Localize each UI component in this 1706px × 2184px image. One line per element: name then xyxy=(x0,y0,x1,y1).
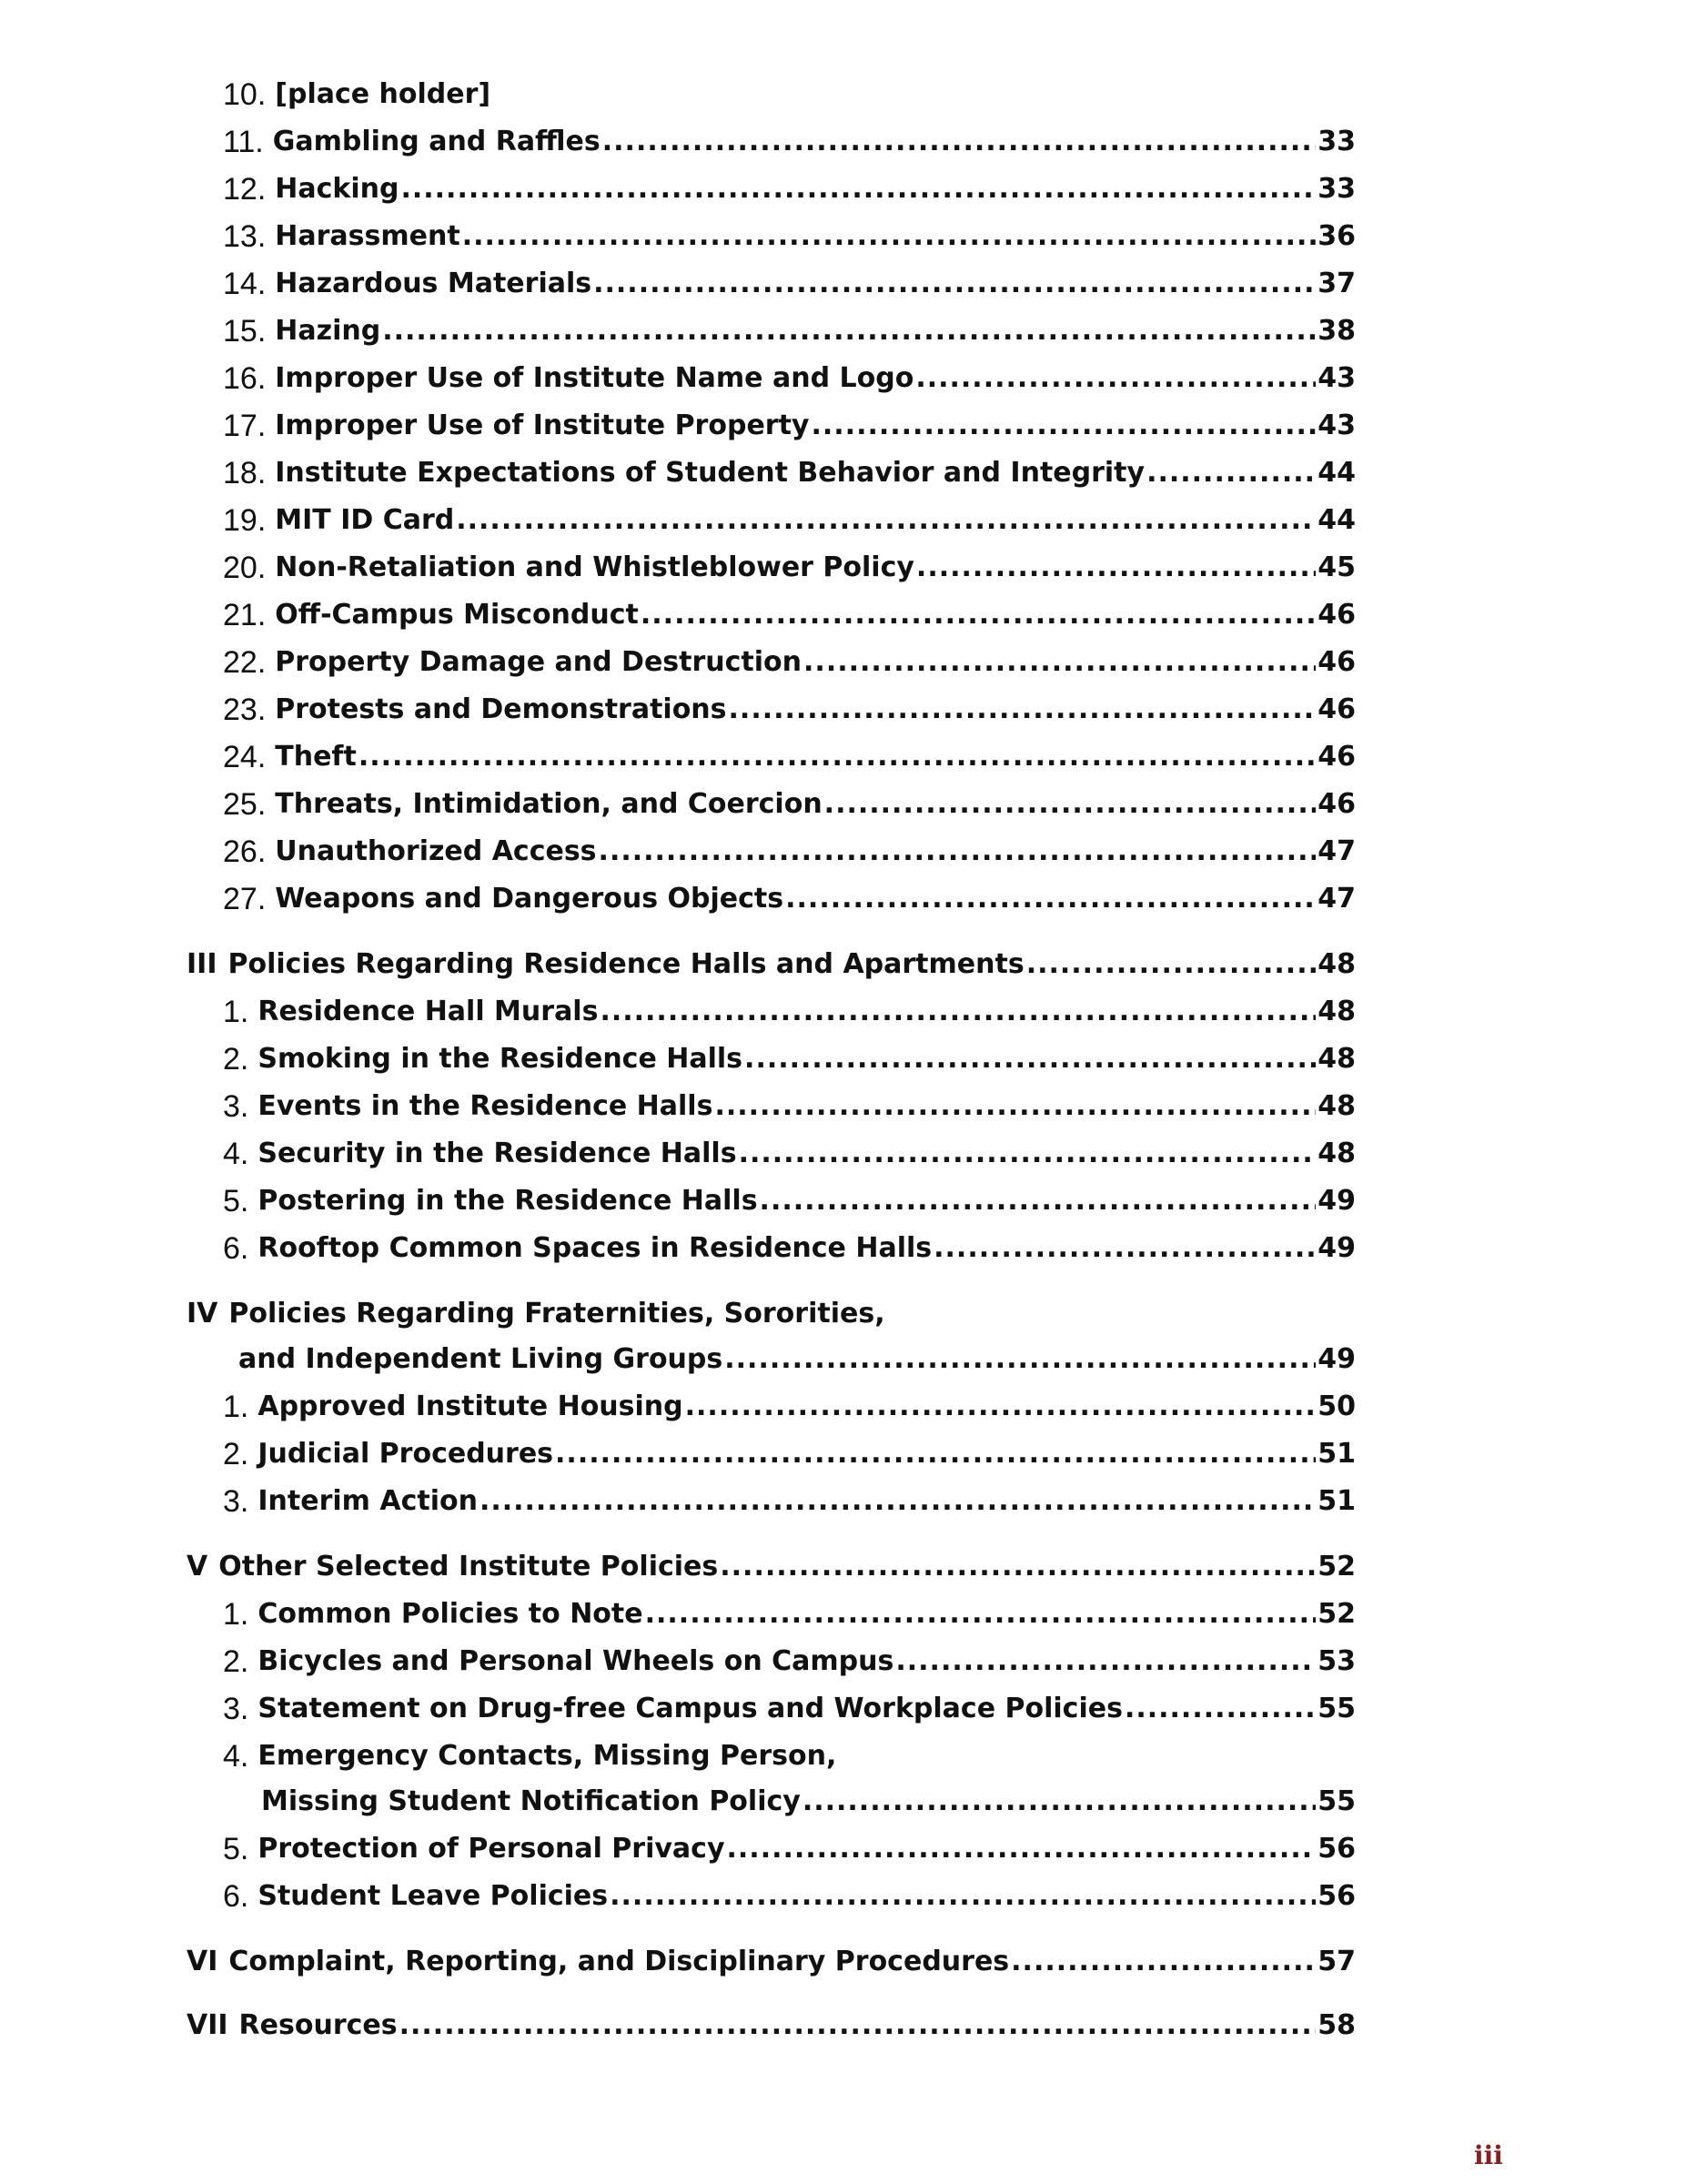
toc-entry-title: Residence Hall Murals xyxy=(257,996,599,1027)
toc-page-number: 56 xyxy=(1317,1880,1356,1912)
toc-entry-row[interactable] xyxy=(223,779,1356,823)
dot-leader xyxy=(400,171,1316,207)
toc-page-number: 45 xyxy=(1317,551,1356,583)
toc-entry-number: 14. xyxy=(223,267,267,301)
toc-page-number: 47 xyxy=(1317,883,1356,915)
dot-leader xyxy=(760,1183,1317,1219)
toc-page-number: 57 xyxy=(1317,1946,1356,1977)
toc-entry-title: Bicycles and Personal Wheels on Campus xyxy=(257,1645,894,1677)
dot-leader xyxy=(641,597,1316,633)
toc-section-title: Policies Regarding Residence Halls and Apartments xyxy=(227,948,1025,980)
toc-entry-row[interactable] xyxy=(223,542,1356,586)
toc-entry-number: 6. xyxy=(223,1231,249,1266)
toc-entry-title: Smoking in the Residence Halls xyxy=(257,1043,743,1075)
toc-entry-title: Protection of Personal Privacy xyxy=(257,1833,725,1865)
toc-entry-title: Gambling and Raffles xyxy=(272,126,601,157)
dot-leader xyxy=(739,1136,1317,1172)
toc-section-row[interactable] xyxy=(187,2000,1356,2044)
toc-section-title: Other Selected Institute Policies xyxy=(218,1551,719,1582)
toc-entry-row[interactable] xyxy=(223,874,1356,917)
toc-entry-title: Weapons and Dangerous Objects xyxy=(275,883,784,915)
toc-section-row[interactable] xyxy=(187,939,1356,983)
toc-entry-row[interactable] xyxy=(223,116,1356,160)
toc-entry-row[interactable] xyxy=(223,448,1356,491)
toc-section-row[interactable] xyxy=(187,1542,1356,1585)
dot-leader xyxy=(1146,455,1316,491)
toc-entry-row[interactable] xyxy=(223,986,1356,1030)
dot-leader xyxy=(555,1436,1316,1472)
toc-entry-number: 24. xyxy=(223,740,267,774)
dot-leader xyxy=(599,834,1317,870)
toc-entry-title: Postering in the Residence Halls xyxy=(257,1185,758,1217)
toc-entry-row[interactable] xyxy=(223,590,1356,633)
dot-leader xyxy=(1125,1691,1316,1727)
toc-entry-number: 2. xyxy=(223,1437,249,1471)
dot-leader xyxy=(895,1643,1316,1680)
toc-entry-row[interactable] xyxy=(223,1381,1356,1425)
toc-page-number: 46 xyxy=(1317,646,1356,678)
toc-entry-number: 17. xyxy=(223,409,267,443)
dot-leader xyxy=(602,124,1317,160)
toc-entry-row[interactable] xyxy=(223,637,1356,681)
toc-entry-row[interactable] xyxy=(223,1128,1356,1172)
toc-page-number: 51 xyxy=(1317,1485,1356,1517)
toc-section-title: Policies Regarding Fraternities, Sororities, xyxy=(228,1298,885,1330)
toc-entry-row[interactable] xyxy=(223,164,1356,207)
toc-entry-title: Unauthorized Access xyxy=(275,835,597,867)
toc-entry-number: 1. xyxy=(223,1597,249,1632)
toc-entry-number: 5. xyxy=(223,1832,249,1866)
toc-entry-title: [place holder] xyxy=(275,78,491,110)
toc-entry-title: Interim Action xyxy=(257,1485,478,1517)
toc-entry-title: Emergency Contacts, Missing Person, xyxy=(257,1740,837,1772)
toc-entry-number: 2. xyxy=(223,1042,249,1077)
toc-page-number: 46 xyxy=(1317,788,1356,820)
dot-leader xyxy=(824,786,1317,823)
toc-entry-row[interactable] xyxy=(223,1034,1356,1077)
page-number: iii xyxy=(1474,2140,1503,2170)
toc-page-number: 49 xyxy=(1317,1343,1356,1375)
dot-leader xyxy=(934,1230,1316,1267)
toc-entry-number: 3. xyxy=(223,1089,249,1124)
toc-entry-number: 4. xyxy=(223,1739,249,1774)
dot-leader xyxy=(685,1389,1317,1425)
toc-page-number: 46 xyxy=(1317,741,1356,773)
toc-entry-number: 2. xyxy=(223,1644,249,1679)
toc-page-number: 43 xyxy=(1317,362,1356,394)
toc-entry-number: 10. xyxy=(223,77,267,112)
toc-entry-row[interactable] xyxy=(238,1334,1356,1378)
dot-leader xyxy=(785,881,1316,917)
toc-entry-title: Property Damage and Destruction xyxy=(275,646,803,678)
toc-page-number: 49 xyxy=(1317,1185,1356,1217)
toc-page-number: 52 xyxy=(1317,1551,1356,1582)
toc-page-number: 38 xyxy=(1317,315,1356,347)
toc-page-number: 53 xyxy=(1317,1645,1356,1677)
toc-page-number: 51 xyxy=(1317,1438,1356,1470)
dot-leader xyxy=(729,692,1317,728)
toc-entry-number: 5. xyxy=(223,1184,249,1218)
toc-page-number: 46 xyxy=(1317,599,1356,631)
toc-page-number: 33 xyxy=(1317,126,1356,157)
toc-entry-title: Events in the Residence Halls xyxy=(257,1090,713,1122)
toc-page-number: 48 xyxy=(1317,948,1356,980)
toc-page-number: 50 xyxy=(1317,1390,1356,1422)
dot-leader xyxy=(720,1549,1316,1585)
toc-entry-title: and Independent Living Groups xyxy=(238,1343,723,1375)
dot-leader xyxy=(1011,1944,1316,1980)
toc-entry-title: Hacking xyxy=(275,173,399,205)
toc-entry-title: Off-Campus Misconduct xyxy=(275,599,639,631)
toc-entry-title: Judicial Procedures xyxy=(257,1438,554,1470)
dot-leader xyxy=(645,1596,1317,1633)
toc-entry-title: Improper Use of Institute Name and Logo xyxy=(275,362,914,394)
toc-section-row[interactable] xyxy=(187,1289,885,1332)
toc-entry-title: Statement on Drug-free Campus and Workplace Policies xyxy=(257,1693,1123,1724)
toc-entry-title: Security in the Residence Halls xyxy=(257,1138,737,1169)
toc-page-number: 58 xyxy=(1317,2009,1356,2041)
toc-entry-number: 13. xyxy=(223,219,267,254)
toc-entry-title: Approved Institute Housing xyxy=(257,1390,683,1422)
toc-entry-number: 12. xyxy=(223,172,267,207)
toc-page-number: 49 xyxy=(1317,1232,1356,1264)
toc-entry-row[interactable] xyxy=(223,732,1356,775)
toc-entry-title: Rooftop Common Spaces in Residence Halls xyxy=(257,1232,933,1264)
toc-entry-number: 27. xyxy=(223,882,267,916)
toc-page-number: 47 xyxy=(1317,835,1356,867)
toc-entry-row[interactable] xyxy=(223,684,1356,728)
toc-entry-title: Common Policies to Note xyxy=(257,1598,643,1630)
toc-entry-row[interactable] xyxy=(223,1476,1356,1520)
toc-entry-number: 4. xyxy=(223,1137,249,1171)
dot-leader xyxy=(714,1088,1316,1125)
toc-page-number: 48 xyxy=(1317,996,1356,1027)
toc-page-number: 37 xyxy=(1317,268,1356,299)
toc-section-numeral: VII xyxy=(187,2009,228,2041)
toc-page-number: 55 xyxy=(1317,1785,1356,1817)
toc-page-number: 44 xyxy=(1317,504,1356,536)
dot-leader xyxy=(462,218,1317,255)
toc-entry-row[interactable] xyxy=(223,1731,836,1774)
toc-section-title: Resources xyxy=(238,2009,398,2041)
dot-leader xyxy=(915,360,1316,397)
toc-entry-title: Protests and Demonstrations xyxy=(275,693,727,725)
dot-leader xyxy=(358,739,1316,775)
dot-leader xyxy=(803,644,1316,681)
toc-entry-title: Non-Retaliation and Whistleblower Policy xyxy=(275,551,914,583)
toc-entry-row[interactable] xyxy=(223,1081,1356,1125)
toc-page-number: 48 xyxy=(1317,1090,1356,1122)
dot-leader xyxy=(399,2007,1317,2044)
toc-entry-row[interactable] xyxy=(223,258,1356,302)
toc-entry-row[interactable] xyxy=(223,353,1356,397)
toc-section-row[interactable] xyxy=(187,1936,1356,1980)
toc-entry-row[interactable] xyxy=(223,1871,1356,1915)
toc-entry-number: 3. xyxy=(223,1484,249,1519)
toc-entry-number: 18. xyxy=(223,456,267,490)
toc-entry-row[interactable] xyxy=(223,400,1356,444)
toc-section-numeral: IV xyxy=(187,1298,218,1330)
toc-entry-row[interactable] xyxy=(223,1636,1356,1680)
toc-entry-number: 21. xyxy=(223,598,267,632)
toc-entry-number: 11. xyxy=(223,125,264,159)
toc-page-number: 52 xyxy=(1317,1598,1356,1630)
toc-entry-number: 1. xyxy=(223,995,249,1029)
toc-section-numeral: VI xyxy=(187,1946,218,1977)
dot-leader xyxy=(593,266,1316,302)
toc-entry-row[interactable] xyxy=(261,1776,1356,1820)
toc-entry-row[interactable] xyxy=(223,69,490,113)
toc-page-number: 48 xyxy=(1317,1043,1356,1075)
dot-leader xyxy=(382,313,1316,349)
toc-page-number: 46 xyxy=(1317,693,1356,725)
toc-page-number: 56 xyxy=(1317,1833,1356,1865)
toc-entry-number: 26. xyxy=(223,834,267,869)
toc-section-numeral: III xyxy=(187,948,217,980)
toc-entry-title: Student Leave Policies xyxy=(257,1880,609,1912)
dot-leader xyxy=(811,408,1316,444)
toc-entry-title: Hazardous Materials xyxy=(275,268,592,299)
toc-entry-title: Institute Expectations of Student Behavior and Integrity xyxy=(275,457,1146,489)
dot-leader xyxy=(600,994,1316,1030)
toc-entry-number: 22. xyxy=(223,645,267,680)
toc-entry-number: 23. xyxy=(223,693,267,727)
toc-entry-number: 6. xyxy=(223,1879,249,1914)
toc-entry-row[interactable] xyxy=(223,495,1356,539)
toc-entry-row[interactable] xyxy=(223,1223,1356,1267)
toc-entry-title: MIT ID Card xyxy=(275,504,455,536)
toc-section-title: Complaint, Reporting, and Disciplinary Procedures xyxy=(228,1946,1010,1977)
toc-entry-title: Threats, Intimidation, and Coercion xyxy=(275,788,823,820)
toc-section-numeral: V xyxy=(187,1551,208,1582)
toc-entry-row[interactable] xyxy=(223,1824,1356,1867)
toc-entry-row[interactable] xyxy=(223,1429,1356,1472)
toc-page-number: 48 xyxy=(1317,1138,1356,1169)
toc-entry-number: 3. xyxy=(223,1692,249,1726)
toc-entry-number: 15. xyxy=(223,314,267,349)
toc-entry-number: 1. xyxy=(223,1390,249,1424)
toc-entry-number: 25. xyxy=(223,787,267,822)
toc-entry-title: Theft xyxy=(275,741,357,773)
dot-leader xyxy=(727,1831,1317,1867)
dot-leader xyxy=(456,502,1316,539)
dot-leader xyxy=(724,1341,1316,1378)
dot-leader xyxy=(610,1878,1316,1915)
toc-entry-row[interactable] xyxy=(223,826,1356,870)
toc-entry-title: Hazing xyxy=(275,315,381,347)
dot-leader xyxy=(479,1483,1316,1520)
toc-entry-row[interactable] xyxy=(223,1589,1356,1633)
dot-leader xyxy=(916,550,1316,586)
dot-leader xyxy=(803,1784,1316,1820)
toc-page-number: 55 xyxy=(1317,1693,1356,1724)
toc-entry-row[interactable] xyxy=(223,1176,1356,1219)
toc-page-number: 43 xyxy=(1317,410,1356,441)
toc-entry-title: Missing Student Notification Policy xyxy=(261,1785,801,1817)
toc-entry-number: 20. xyxy=(223,551,267,585)
toc-entry-title: Improper Use of Institute Property xyxy=(275,410,810,441)
toc-page-number: 44 xyxy=(1317,457,1356,489)
dot-leader xyxy=(1026,946,1317,983)
dot-leader xyxy=(744,1041,1316,1077)
toc-entry-number: 16. xyxy=(223,361,267,396)
toc-entry-row[interactable] xyxy=(223,306,1356,349)
toc-page-number: 36 xyxy=(1317,220,1356,252)
toc-entry-row[interactable] xyxy=(223,211,1356,255)
toc-page-number: 33 xyxy=(1317,173,1356,205)
toc-entry-title: Harassment xyxy=(275,220,460,252)
toc-entry-number: 19. xyxy=(223,503,267,538)
toc-entry-row[interactable] xyxy=(223,1684,1356,1727)
